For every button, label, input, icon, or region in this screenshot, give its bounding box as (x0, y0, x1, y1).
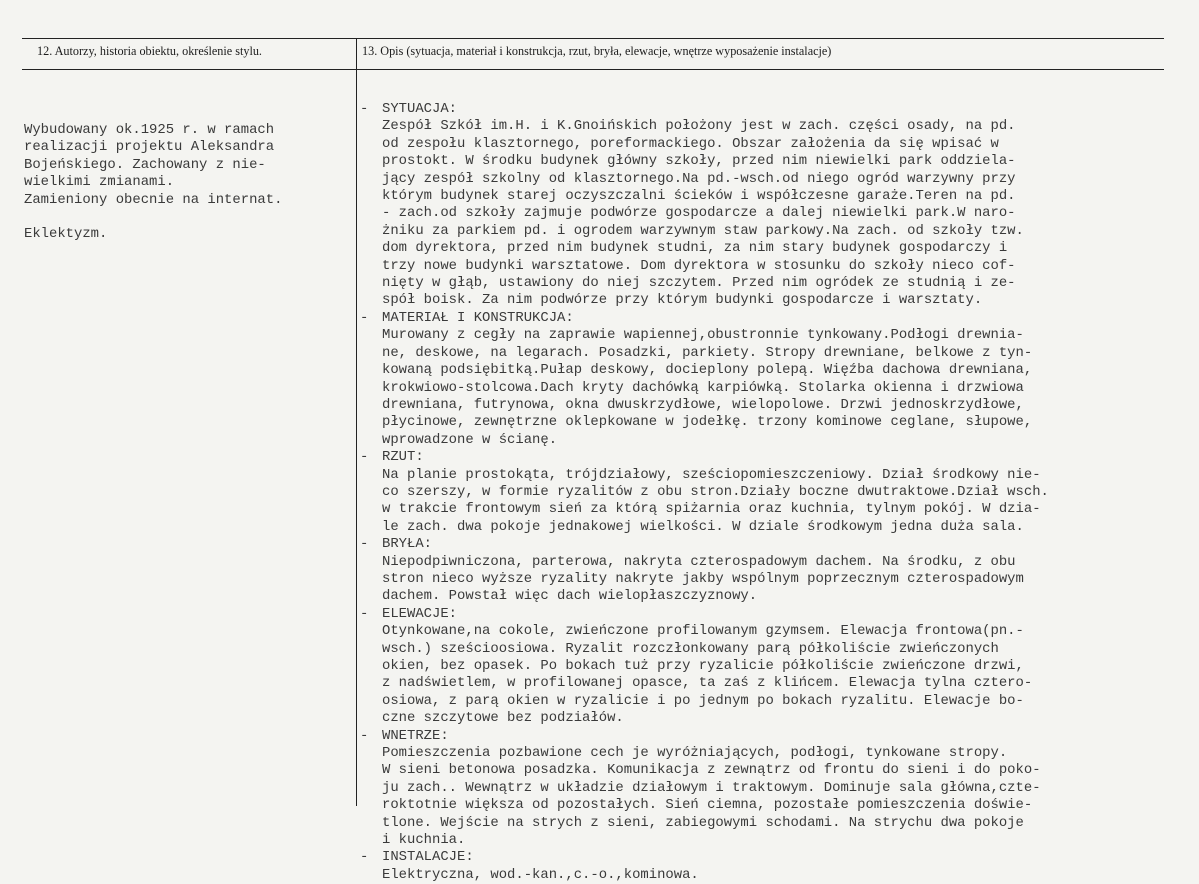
section-body-line: Pomieszczenia pozbawione cech je wyróżniających, podłogi, tynkowane stropy. (382, 745, 1008, 762)
section-body-line: Niepodpiwniczona, parterowa, nakryta czterospadowym dachem. Na środku, z obu (382, 553, 1016, 570)
section-body-line: roktotnie większa od pozostałych. Sień ciemna, pozostałe pomieszczenia doświe- (382, 797, 1033, 814)
section-body-line: Murowany z cegły na zaprawie wapiennej,obustronnie tynkowany.Podłogi drewnia- (382, 327, 1024, 344)
section-body-line: nięty w głąb, ustawiony do niej szczytem. Przed nim ogródek ze studnią i ze- (382, 275, 1016, 292)
section-bullet-dash: - (360, 536, 369, 553)
section-title (360, 101, 1190, 118)
section-body-line: wprowadzone w ścianę. (382, 431, 558, 448)
section-body-line: od zespołu klasztornego, poreformackiego. Obszar założenia da się wpisać w (382, 135, 999, 152)
history-line: Bojeńskiego. Zachowany z nie- (24, 156, 266, 173)
section-title-text: ELEWACJE: (382, 605, 458, 622)
section-title-text: INSTALACJE: (382, 849, 474, 866)
section-bullet-dash: - (360, 449, 369, 466)
section-body-line: tlone. Wejście na strych z sieni, zabiegowymi schodami. Na strychu dwa pokoje (382, 814, 1024, 831)
section-rzut (360, 449, 1190, 536)
section-title (360, 849, 1190, 866)
section-body-line: stron nieco wyższe ryzality nakryte jakby wspólnym poprzecznym czterospadowym (382, 570, 1024, 587)
section-body-line: W sieni betonowa posadzka. Komunikacja z zewnątrz od frontu do sieni i do poko- (382, 762, 1041, 779)
section-bullet-dash: - (360, 605, 369, 622)
section-body-line: Otynkowane,na cokole, zwieńczone profilowanym gzymsem. Elewacja frontowa(pn.- (382, 623, 1024, 640)
section-body-line: spół boisk. Za nim podwórze przy którym budynki gospodarcze i warsztaty. (382, 292, 983, 309)
section-body-line: wsch.) sześcioosiowa. Ryzalit rozczłonkowany parą półkoliście zwieńczonych (382, 640, 999, 657)
section-body-line: którym budynek starej oczyszczalni ścieków i współczesne garaże.Teren na pd. (382, 188, 1016, 205)
section-body-line: w trakcie frontowym sień za którą spiżarnia oraz kuchnia, tylnym pokój. W dzia- (382, 501, 1041, 518)
header-authors-history-style: 12. Autorzy, historia obiektu, określenie stylu. (37, 44, 262, 58)
section-body-line: krokwiowo-stolcowa.Dach kryty dachówką karpiówką. Stolarka okienna i drzwiowa (382, 379, 1024, 396)
section-bullet-dash: - (360, 101, 369, 117)
section-wnetrze (360, 728, 1190, 850)
history-line: Wybudowany ok.1925 r. w ramach (24, 122, 275, 138)
section-body-line: dom dyrektora, przed nim budynek studni, za nim stary budynek gospodarczy i (382, 240, 1008, 257)
section-materiał-i-konstrukcja (360, 310, 1190, 449)
section-bullet-dash: - (360, 727, 369, 744)
section-body-line: okien, bez opasek. Po bokach tuż przy ryzalicie półkoliście zwieńczone drzwi, (382, 658, 1024, 674)
header-description: 13. Opis (sytuacja, materiał i konstrukcja, rzut, bryła, elewacje, wnętrze wyposażenie instalacje) (362, 44, 832, 58)
section-body-line: drewniana, futrynowa, okna dwuskrzydłowe, wielopolowe. Drzwi jednoskrzydłowe, (382, 396, 1024, 413)
section-body-line: żniku za parkiem pd. i ogrodem warzywnym staw parkowy.Na zach. od szkoły tzw. (382, 222, 1024, 239)
section-body-line: kowaną podsiębitką.Pułap deskowy, docieplony polepą. Więźba dachowa drewniana, (382, 362, 1033, 379)
section-body-line: dachem. Powstał więc dach wielopłaszczyznowy. (382, 588, 758, 605)
top-rule (22, 38, 1164, 39)
header-rule (22, 69, 1164, 70)
section-title-text: BRYŁA: (382, 536, 433, 553)
section-title (360, 536, 1190, 553)
section-bullet-dash: - (360, 849, 369, 866)
section-title (360, 449, 1190, 466)
section-body-line: z nadświetlem, w profilowanej opasce, ta zaś z klińcem. Elewacja tylna cztero- (382, 675, 1033, 692)
section-body-line: i kuchnia. (382, 832, 466, 849)
section-body-line: ju zach.. Wewnątrz w układzie działowym i traktowym. Dominuje sala główna,czte- (382, 779, 1041, 796)
section-body-line: Na planie prostokąta, trójdziałowy, sześciopomieszczeniowy. Dział środkowy nie- (382, 466, 1041, 483)
section-body-line: ne, deskowe, na legarach. Posadzki, parkiety. Stropy drewniane, belkowe z tyn- (382, 344, 1033, 361)
style-designation: Eklektyzm. (24, 226, 108, 243)
section-elewacje (360, 606, 1190, 728)
section-body-line: płycinowe, zewnętrzne oklepkowane w jodełkę. trzony kominowe ceglane, słupowe, (382, 414, 1033, 431)
section-title-text: WNETRZE: (382, 727, 449, 744)
section-body-line: co szerszy, w formie ryzalitów z obu stron.Działy boczne dwutraktowe.Dział wsch. (382, 483, 1049, 500)
section-body-line: - zach.od szkoły zajmuje podwórze gospodarcze a dalej niewielki park.W naro- (382, 205, 1016, 222)
section-title (360, 728, 1190, 745)
section-body-line: trzy nowe budynki warsztatowe. Dom dyrektora w stosunku do szkoły nieco cof- (382, 257, 1016, 274)
section-bullet-dash: - (360, 309, 369, 326)
section-bryła (360, 536, 1190, 606)
section-title (360, 606, 1190, 623)
section-title (360, 310, 1190, 327)
section-title-text: RZUT: (382, 449, 424, 466)
section-body-line: le zach. dwa pokoje jednakowej wielkości. W dziale środkowym jedna duża sala. (382, 518, 1024, 535)
history-column (24, 122, 282, 244)
section-body-line: czne szczytowe bez podziałów. (382, 710, 624, 727)
section-body-line: Elektryczna, wod.-kan.,c.-o.,kominowa. (382, 866, 699, 883)
section-title-text: MATERIAŁ I KONSTRUKCJA: (382, 309, 574, 326)
section-body-line: prostokt. W środku budynek główny szkoły, przed nim niewielki park oddziela- (382, 153, 1016, 170)
section-title-text: SYTUACJA: (382, 101, 458, 117)
history-line: realizacji projektu Aleksandra (24, 139, 275, 156)
section-sytuacja (360, 101, 1190, 310)
history-spacer (24, 209, 282, 226)
history-line: wielkimi zmianami. (24, 174, 175, 191)
section-body-line: Zespół Szkół im.H. i K.Gnoińskich położony jest w zach. części osady, na pd. (382, 118, 1016, 135)
column-divider (356, 38, 357, 806)
description-column (360, 101, 1190, 884)
section-body-line: jący zespół szkolny od klasztornego.Na pd.-wsch.od niego ogród warzywny przy (382, 170, 1016, 187)
section-body-line: osiowa, z parą okien w ryzalicie i po jednym po bokach ryzalitu. Elewacje bo- (382, 692, 1024, 709)
section-instalacje (360, 849, 1190, 884)
history-line: Zamieniony obecnie na internat. (24, 191, 283, 208)
